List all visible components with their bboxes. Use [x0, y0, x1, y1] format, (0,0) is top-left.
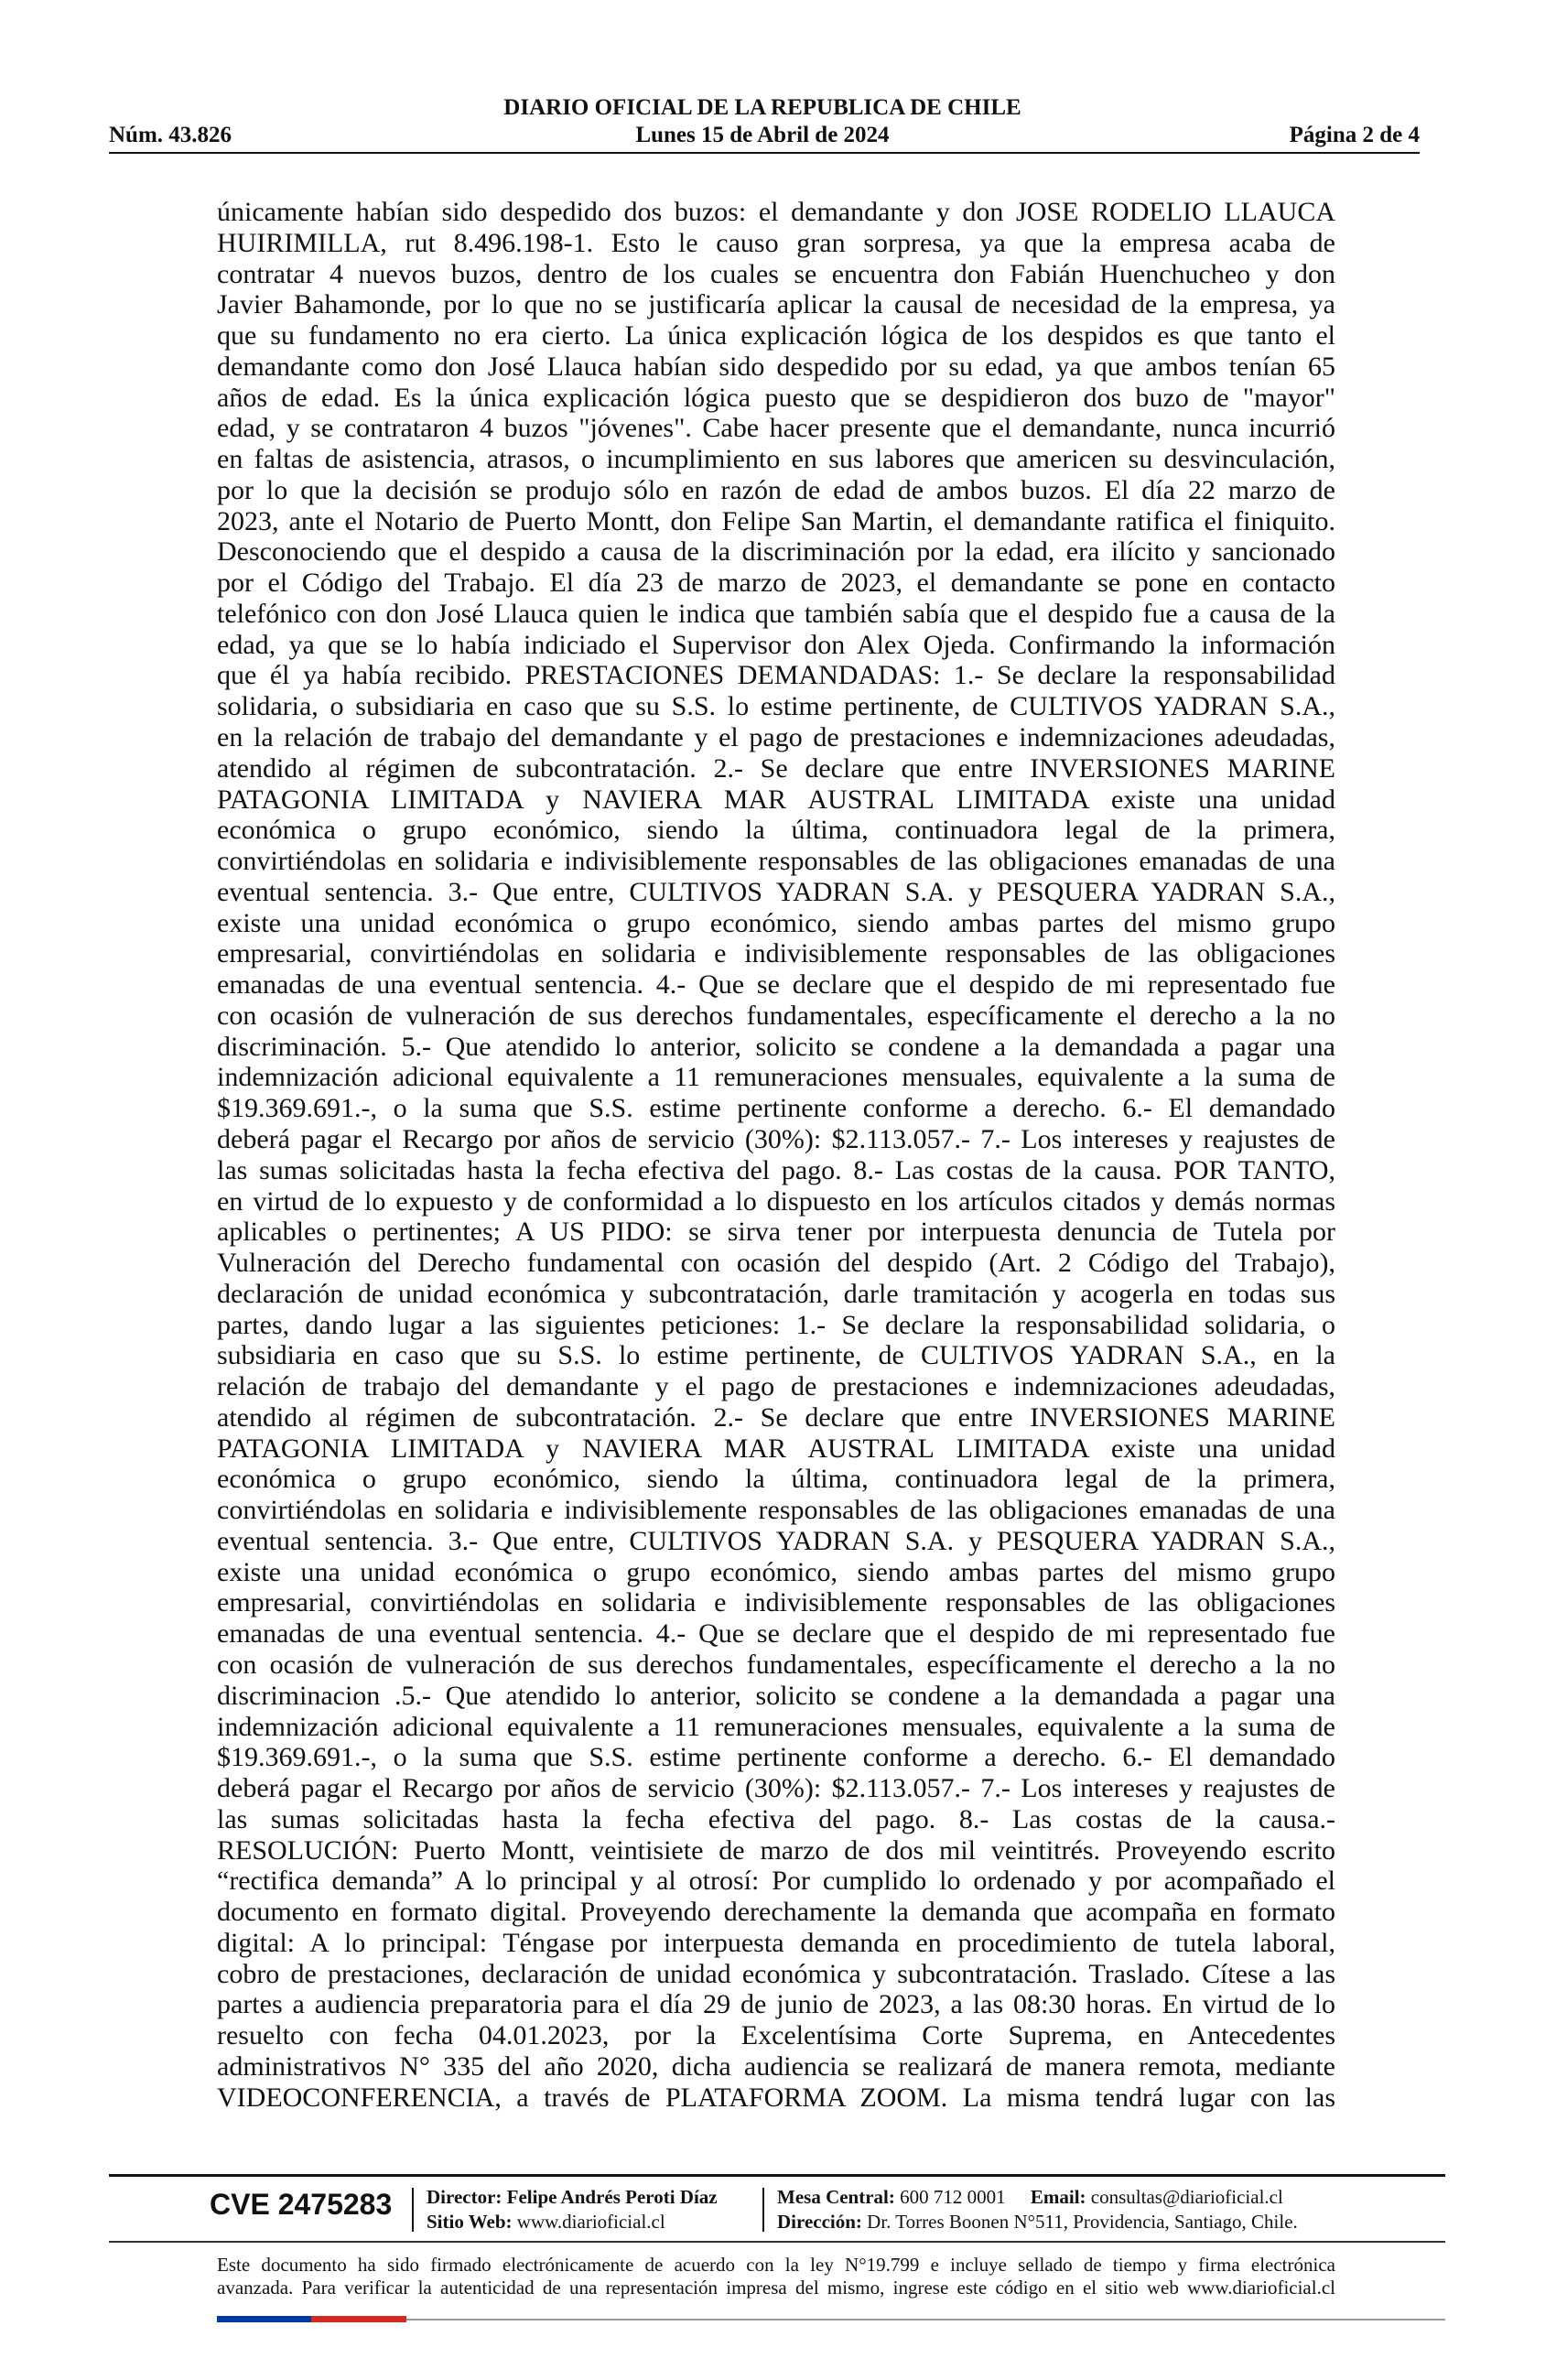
body-line: en faltas de asistencia, atrasos, o incumplimiento en sus labores que americen su desvinculación,: [217, 444, 1335, 475]
document-body: [217, 197, 1335, 2113]
footer-separator: [412, 2188, 414, 2232]
notice-line: avanzada. Para verificar la autenticidad de una representación impresa del mismo, ingrese este código en el sitio web www.diarioficial.cl: [217, 2277, 1335, 2299]
body-line: las sumas solicitadas hasta la fecha efectiva del pago. 8.- Las costas de la causa. POR TANTO,: [217, 1154, 1335, 1185]
website-line: [427, 2210, 718, 2234]
body-line: demandante como don José Llauca habían sido despedido por su edad, ya que ambos tenían 65: [217, 351, 1335, 382]
body-line: en virtud de lo expuesto y de conformidad a lo dispuesto en los artículos citados y demás normas: [217, 1185, 1335, 1217]
body-line: convirtiéndolas en solidaria e indivisiblemente responsables de las obligaciones emanadas de una: [217, 1495, 1335, 1526]
address-label: Dirección:: [777, 2211, 862, 2233]
body-line: solidaria, o subsidiaria en caso que su S.S. lo estime pertinente, de CULTIVOS YADRAN S.A.,: [217, 691, 1335, 722]
body-line: administrativos N° 335 del año 2020, dicha audiencia se realizará de manera remota, mediante: [217, 2050, 1335, 2082]
body-line: emanadas de una eventual sentencia. 4.- Que se declare que el despido de mi representado fue: [217, 1618, 1335, 1650]
body-line: eventual sentencia. 3.- Que entre, CULTIVOS YADRAN S.A. y PESQUERA YADRAN S.A.,: [217, 1525, 1335, 1556]
body-line: PATAGONIA LIMITADA y NAVIERA MAR AUSTRAL LIMITADA existe una unidad: [217, 1433, 1335, 1464]
body-line: HUIRIMILLA, rut 8.496.198-1. Esto le causo gran sorpresa, ya que la empresa acaba de: [217, 227, 1335, 258]
body-line: $19.369.691.-, o la suma que S.S. estime pertinente conforme a derecho. 6.- El demandado: [217, 1742, 1335, 1773]
body-line: años de edad. Es la única explicación lógica puesto que se despidieron dos buzo de "mayor": [217, 382, 1335, 413]
body-line: telefónico con don José Llauca quien le indica que también sabía que el despido fue a causa de la: [217, 598, 1335, 629]
body-line: aplicables o pertinentes; A US PIDO: se sirva tener por interpuesta denuncia de Tutela por: [217, 1217, 1335, 1248]
body-line: que él ya había recibido. PRESTACIONES DEMANDADAS: 1.- Se declare la responsabilidad: [217, 660, 1335, 691]
newspaper-title: DIARIO OFICIAL DE LA REPUBLICA DE CHILE: [503, 95, 1021, 120]
body-line: las sumas solicitadas hasta la fecha efectiva del pago. 8.- Las costas de la causa.-: [217, 1803, 1335, 1834]
notice-line: Este documento ha sido firmado electrónicamente de acuerdo con la ley N°19.799 e incluye sellado de tiempo y firma electrónica: [217, 2254, 1335, 2276]
footer-divider-middle: [109, 2241, 1445, 2243]
body-line: deberá pagar el Recargo por años de servicio (30%): $2.113.057.- 7.- Los intereses y reajustes de: [217, 1773, 1335, 1804]
body-line: 2023, ante el Notario de Puerto Montt, don Felipe San Martin, el demandante ratifica el finiquito.: [217, 505, 1335, 536]
footer-divider-bottom: [406, 2319, 1445, 2320]
body-line: en la relación de trabajo del demandante y el pago de prestaciones e indemnizaciones adeudadas,: [217, 722, 1335, 753]
issue-number: Núm. 43.826: [109, 123, 232, 147]
contact-block: [777, 2185, 1298, 2234]
email-label: Email:: [1030, 2186, 1086, 2208]
body-line: discriminacion .5.- Que atendido lo anterior, solicito se condene a la demandada a pagar una: [217, 1680, 1335, 1711]
director-name: Felipe Andrés Peroti Díaz: [506, 2186, 718, 2208]
body-line: con ocasión de vulneración de sus derechos fundamentales, específicamente el derecho a la no: [217, 1000, 1335, 1031]
body-line: relación de trabajo del demandante y el pago de prestaciones e indemnizaciones adeudadas,: [217, 1371, 1335, 1402]
body-line: resuelto con fecha 04.01.2023, por la Excelentísima Corte Suprema, en Antecedentes: [217, 2020, 1335, 2051]
body-line: emanadas de una eventual sentencia. 4.- Que se declare que el despido de mi representado fue: [217, 969, 1335, 1001]
body-line: RESOLUCIÓN: Puerto Montt, veintisiete de marzo de dos mil veintitrés. Proveyendo escrito: [217, 1834, 1335, 1866]
body-line: deberá pagar el Recargo por años de servicio (30%): $2.113.057.- 7.- Los intereses y reajustes de: [217, 1123, 1335, 1154]
body-line: empresarial, convirtiéndolas en solidaria e indivisiblemente responsables de las obligaciones: [217, 938, 1335, 969]
email-link[interactable]: consultas@diarioficial.cl: [1090, 2186, 1283, 2208]
body-line: únicamente habían sido despedido dos buzos: el demandante y don JOSE RODELIO LLAUCA: [217, 197, 1335, 227]
flag-bar-blue: [217, 2316, 311, 2322]
contact-line: [777, 2185, 1298, 2210]
header-divider: [109, 152, 1420, 154]
body-line: discriminación. 5.- Que atendido lo anterior, solicito se condene a la demandada a pagar una: [217, 1031, 1335, 1062]
phone-number: 600 712 0001: [900, 2186, 1006, 2208]
issue-date: Lunes 15 de Abril de 2024: [635, 123, 890, 147]
body-line: partes a audiencia preparatoria para el día 29 de junio de 2023, a las 08:30 horas. En virtud de lo: [217, 1989, 1335, 2020]
address-value: Dr. Torres Boonen N°511, Providencia, Santiago, Chile.: [867, 2211, 1298, 2233]
body-line: eventual sentencia. 3.- Que entre, CULTIVOS YADRAN S.A. y PESQUERA YADRAN S.A.,: [217, 876, 1335, 907]
signature-notice: [217, 2254, 1335, 2299]
body-line: atendido al régimen de subcontratación. 2.- Se declare que entre INVERSIONES MARINE: [217, 1401, 1335, 1433]
director-block: [427, 2185, 718, 2234]
body-line: atendido al régimen de subcontratación. 2.- Se declare que entre INVERSIONES MARINE: [217, 752, 1335, 784]
website-label: Sitio Web:: [427, 2211, 513, 2233]
body-line: existe una unidad económica o grupo económico, siendo ambas partes del mismo grupo: [217, 907, 1335, 938]
body-line: empresarial, convirtiéndolas en solidaria e indivisiblemente responsables de las obligaciones: [217, 1587, 1335, 1618]
body-line: convirtiéndolas en solidaria e indivisiblemente responsables de las obligaciones emanadas de una: [217, 846, 1335, 877]
body-line: por lo que la decisión se produjo sólo en razón de edad de ambos buzos. El día 22 marzo de: [217, 474, 1335, 505]
body-line: existe una unidad económica o grupo económico, siendo ambas partes del mismo grupo: [217, 1556, 1335, 1587]
phone-label: Mesa Central:: [777, 2186, 895, 2208]
body-line: subsidiaria en caso que su S.S. lo estime pertinente, de CULTIVOS YADRAN S.A., en la: [217, 1340, 1335, 1371]
body-line: cobro de prestaciones, declaración de unidad económica y subcontratación. Traslado. Cítese a las: [217, 1958, 1335, 1989]
body-line: declaración de unidad económica y subcontratación, darle tramitación y acogerla en todas sus: [217, 1278, 1335, 1309]
body-line: PATAGONIA LIMITADA y NAVIERA MAR AUSTRAL LIMITADA existe una unidad: [217, 784, 1335, 815]
cve-code: CVE 2475283: [210, 2188, 393, 2221]
footer-separator: [762, 2188, 764, 2232]
body-line: edad, ya que se lo había indiciado el Supervisor don Alex Ojeda. Confirmando la información: [217, 629, 1335, 660]
body-line: que su fundamento no era cierto. La única explicación lógica de los despidos es que tanto el: [217, 320, 1335, 352]
body-line: edad, y se contrataron 4 buzos "jóvenes". Cabe hacer presente que el demandante, nunca incurrió: [217, 413, 1335, 444]
body-line: “rectifica demanda” A lo principal y al otrosí: Por cumplido lo ordenado y por acompañado el: [217, 1866, 1335, 1897]
body-line: económica o grupo económico, siendo la última, continuadora legal de la primera,: [217, 1464, 1335, 1495]
body-line: indemnización adicional equivalente a 11 remuneraciones mensuales, equivalente a la suma de: [217, 1062, 1335, 1093]
body-line: por el Código del Trabajo. El día 23 de marzo de 2023, el demandante se pone en contacto: [217, 568, 1335, 599]
body-line: Javier Bahamonde, por lo que no se justificaría aplicar la causal de necesidad de la empresa, ya: [217, 289, 1335, 320]
body-line: VIDEOCONFERENCIA, a través de PLATAFORMA ZOOM. La misma tendrá lugar con las: [217, 2082, 1335, 2113]
body-line: con ocasión de vulneración de sus derechos fundamentales, específicamente el derecho a la no: [217, 1649, 1335, 1680]
footer-divider-top: [109, 2174, 1445, 2177]
director-line: [427, 2185, 718, 2210]
body-line: $19.369.691.-, o la suma que S.S. estime pertinente conforme a derecho. 6.- El demandado: [217, 1093, 1335, 1124]
body-line: indemnización adicional equivalente a 11 remuneraciones mensuales, equivalente a la suma de: [217, 1711, 1335, 1742]
body-line: Desconociendo que el despido a causa de la discriminación por la edad, era ilícito y sancionado: [217, 536, 1335, 568]
body-line: económica o grupo económico, siendo la última, continuadora legal de la primera,: [217, 815, 1335, 846]
director-label: Director:: [427, 2186, 502, 2208]
body-line: documento en formato digital. Proveyendo derechamente la demanda que acompaña en formato: [217, 1897, 1335, 1928]
body-line: Vulneración del Derecho fundamental con ocasión del despido (Art. 2 Código del Trabajo),: [217, 1248, 1335, 1279]
address-line: [777, 2210, 1298, 2234]
flag-bar-red: [311, 2316, 406, 2322]
body-line: digital: A lo principal: Téngase por interpuesta demanda en procedimiento de tutela laboral,: [217, 1927, 1335, 1958]
body-line: partes, dando lugar a las siguientes peticiones: 1.- Se declare la responsabilidad solidaria, o: [217, 1309, 1335, 1340]
body-line: contratar 4 nuevos buzos, dentro de los cuales se encuentra don Fabián Huenchucheo y don: [217, 258, 1335, 289]
website-link[interactable]: www.diarioficial.cl: [516, 2211, 665, 2233]
page-indicator: Página 2 de 4: [1289, 123, 1420, 147]
